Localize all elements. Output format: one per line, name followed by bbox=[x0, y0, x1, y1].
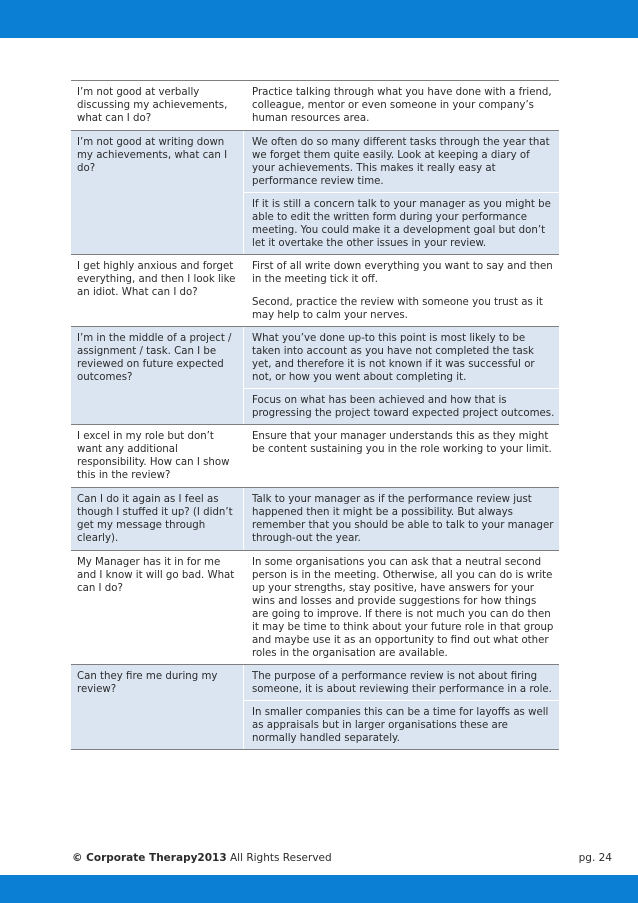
faq-row bbox=[71, 425, 559, 488]
faq-question: I excel in my role but don’t want any additional responsibility. How can I show this in the review? bbox=[77, 431, 230, 481]
header-band bbox=[0, 0, 638, 38]
faq-answer-paragraph: What you’ve done up-to this point is most likely to be taken into account as you have not completed the task yet, and therefore it is not known if it was successful or not, or how you went about completing it. bbox=[244, 327, 559, 389]
faq-answer-paragraph: The purpose of a performance review is not about firing someone, it is about reviewing their performance in a role. bbox=[244, 665, 559, 701]
faq-question: My Manager has it in for me and I know it will go bad. What can I do? bbox=[77, 557, 235, 594]
faq-row bbox=[71, 81, 559, 131]
faq-answer bbox=[243, 255, 559, 326]
faq-question: Can they fire me during my review? bbox=[77, 671, 218, 695]
faq-answer-paragraph: In some organisations you can ask that a neutral second person is in the meeting. Otherwise, all you can do is write up your strengths, stay positive, have answers for your wins and losses and provide suggestions for how things are going to improve. If there is not much you can do then it may be time to think about your future role in that group and maybe use it as an opportunity to find out what other roles in the organisation are available. bbox=[252, 557, 554, 659]
page-footer bbox=[72, 852, 612, 868]
faq-question: I’m not good at writing down my achievements, what can I do? bbox=[77, 137, 228, 174]
faq-answer bbox=[243, 327, 559, 424]
faq-answer-paragraph: Focus on what has been achieved and how that is progressing the project toward expected project outcomes. bbox=[252, 395, 555, 419]
faq-row bbox=[71, 131, 559, 255]
faq-row bbox=[71, 255, 559, 327]
faq-answer-paragraph: In smaller companies this can be a time for layoffs as well as appraisals but in larger organisations these are normally handled separately. bbox=[252, 707, 549, 744]
faq-answer-paragraph: Ensure that your manager understands this as they might be content sustaining you in the role working to your limit. bbox=[252, 431, 552, 455]
faq-table bbox=[71, 80, 559, 750]
faq-question: I’m not good at verbally discussing my achievements, what can I do? bbox=[77, 87, 228, 124]
faq-answer-paragraph: Practice talking through what you have done with a friend, colleague, mentor or even someone in your company’s human resources area. bbox=[252, 87, 552, 124]
faq-answer-paragraph: Second, practice the review with someone you trust as it may help to calm your nerves. bbox=[252, 297, 543, 321]
copyright-notice bbox=[72, 852, 332, 864]
faq-answer bbox=[243, 131, 559, 254]
page-number: pg. 24 bbox=[578, 852, 612, 864]
faq-answer bbox=[243, 551, 559, 664]
faq-answer-paragraph: If it is still a concern talk to your manager as you might be able to edit the written form during your performance meeting. You could make it a development goal but don’t let it overtake the other issues in your review. bbox=[252, 199, 551, 249]
faq-answer-paragraph: We often do so many different tasks through the year that we forget them quite easily. Look at keeping a diary of your achievements. This makes it really easy at performance review time. bbox=[244, 131, 559, 193]
footer-band bbox=[0, 875, 638, 903]
faq-answer bbox=[243, 488, 559, 550]
faq-answer bbox=[243, 81, 559, 130]
faq-answer-paragraph: First of all write down everything you want to say and then in the meeting tick it off. bbox=[244, 255, 559, 291]
faq-row bbox=[71, 551, 559, 665]
faq-question: I’m in the middle of a project / assignment / task. Can I be reviewed on future expected outcomes? bbox=[77, 333, 232, 383]
faq-row bbox=[71, 488, 559, 551]
faq-question: Can I do it again as I feel as though I stuffed it up? (I didn’t get my message through clearly). bbox=[77, 494, 233, 544]
copyright-brand: © Corporate Therapy2013 bbox=[72, 852, 227, 864]
faq-question: I get highly anxious and forget everything, and then I look like an idiot. What can I do? bbox=[77, 261, 236, 298]
faq-row bbox=[71, 327, 559, 425]
faq-row bbox=[71, 665, 559, 750]
faq-answer bbox=[243, 425, 559, 487]
copyright-rights: All Rights Reserved bbox=[226, 852, 332, 864]
faq-answer bbox=[243, 665, 559, 749]
faq-answer-paragraph: Talk to your manager as if the performance review just happened then it might be a possibility. But always remember that you should be able to talk to your manager through-out the year. bbox=[252, 494, 554, 544]
